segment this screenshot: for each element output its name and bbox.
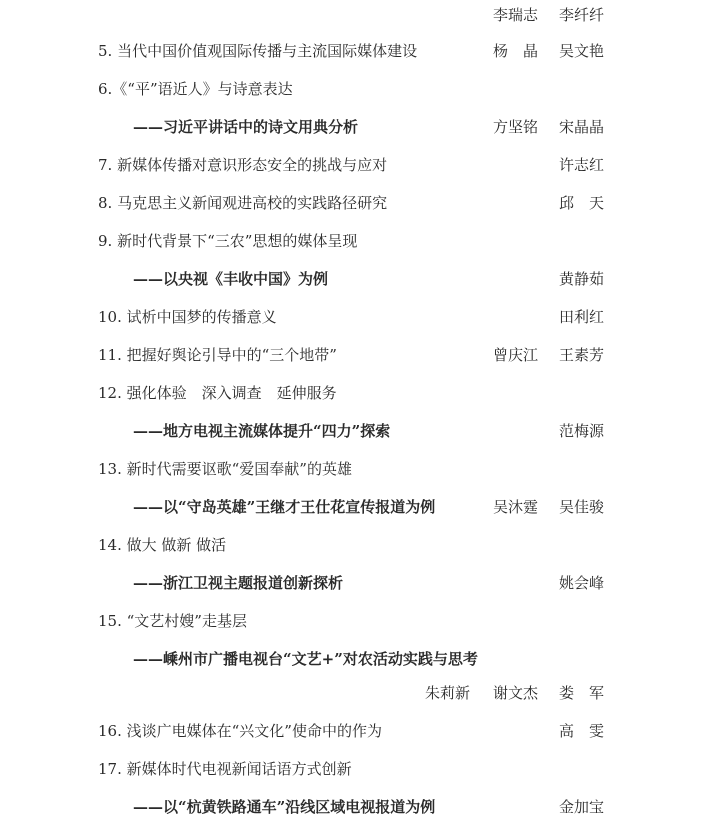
entry-subtitle: ——嵊州市广播电视台“文艺+”对农活动实践与思考	[133, 650, 478, 668]
entry-subtitle: ——浙江卫视主题报道创新探析	[133, 574, 344, 592]
entry-author: 曾庆江	[492, 346, 538, 364]
toc-entry	[0, 266, 709, 292]
entry-title: 14. 做大 做新 做活	[98, 536, 227, 554]
entry-author: 宋晶晶	[558, 118, 604, 136]
entry-author: 吴沐霆	[492, 498, 538, 516]
entry-author: 吴佳骏	[558, 498, 604, 516]
entry-title: 8. 马克思主义新闻观进高校的实践路径研究	[98, 194, 388, 212]
entry-title: 12. 强化体验 深入调查 延伸服务	[98, 384, 337, 402]
toc-entry	[0, 38, 709, 64]
entry-author: 吴文艳	[558, 42, 604, 60]
toc-entry	[0, 646, 709, 672]
entry-title: 17. 新媒体时代电视新闻话语方式创新	[98, 760, 352, 778]
entry-subtitle: ——以“守岛英雄”王继才王仕花宣传报道为例	[133, 498, 436, 516]
toc-entry	[0, 570, 709, 596]
entry-subtitle: ——以“杭黄铁路通车”沿线区域电视报道为例	[133, 798, 436, 816]
toc-entry	[0, 380, 709, 406]
toc-entry	[0, 680, 709, 706]
entry-author: 朱莉新	[424, 684, 470, 702]
entry-author: 高 雯	[558, 722, 604, 740]
toc-entry	[0, 342, 709, 368]
entry-author: 黄静茹	[558, 270, 604, 288]
toc-entry	[0, 114, 709, 140]
toc-entry	[0, 756, 709, 782]
entry-author: 方坚铭	[492, 118, 538, 136]
toc-entry	[0, 532, 709, 558]
entry-author: 田利红	[558, 308, 604, 326]
entry-author: 王素芳	[558, 346, 604, 364]
entry-author: 娄 军	[558, 684, 604, 702]
entry-subtitle: ——以央视《丰收中国》为例	[133, 270, 329, 288]
entry-title: 13. 新时代需要讴歌“爱国奉献”的英雄	[98, 460, 352, 478]
entry-author: 姚会峰	[558, 574, 604, 592]
entry-subtitle: ——习近平讲话中的诗文用典分析	[133, 118, 359, 136]
entry-author: 金加宝	[558, 798, 604, 816]
toc-entry	[0, 228, 709, 254]
toc-entry	[0, 794, 709, 820]
toc-entry	[0, 76, 709, 102]
toc-entry	[0, 304, 709, 330]
toc-entry	[0, 190, 709, 216]
toc-entry	[0, 2, 709, 28]
entry-author: 李纤纤	[558, 6, 604, 24]
entry-title: 10. 试析中国梦的传播意义	[98, 308, 277, 326]
entry-title: 9. 新时代背景下“三农”思想的媒体呈现	[98, 232, 358, 250]
entry-author: 范梅源	[558, 422, 604, 440]
entry-title: 7. 新媒体传播对意识形态安全的挑战与应对	[98, 156, 388, 174]
entry-subtitle: ——地方电视主流媒体提升“四力”探索	[133, 422, 391, 440]
toc-entry	[0, 456, 709, 482]
toc-entry	[0, 152, 709, 178]
toc-entry	[0, 718, 709, 744]
toc-entry	[0, 608, 709, 634]
entry-title: 11. 把握好舆论引导中的“三个地带”	[98, 346, 337, 364]
entry-author: 李瑞志	[492, 6, 538, 24]
entry-title: 6.《“平”语近人》与诗意表达	[98, 80, 293, 98]
entry-title: 15. “文艺村嫂”走基层	[98, 612, 247, 630]
toc-entry	[0, 418, 709, 444]
entry-author: 许志红	[558, 156, 604, 174]
entry-author: 邱 天	[558, 194, 604, 212]
entry-author: 谢文杰	[492, 684, 538, 702]
entry-title: 16. 浅谈广电媒体在“兴文化”使命中的作为	[98, 722, 382, 740]
toc-entry	[0, 494, 709, 520]
entry-author: 杨 晶	[492, 42, 538, 60]
entry-title: 5. 当代中国价值观国际传播与主流国际媒体建设	[98, 42, 418, 60]
